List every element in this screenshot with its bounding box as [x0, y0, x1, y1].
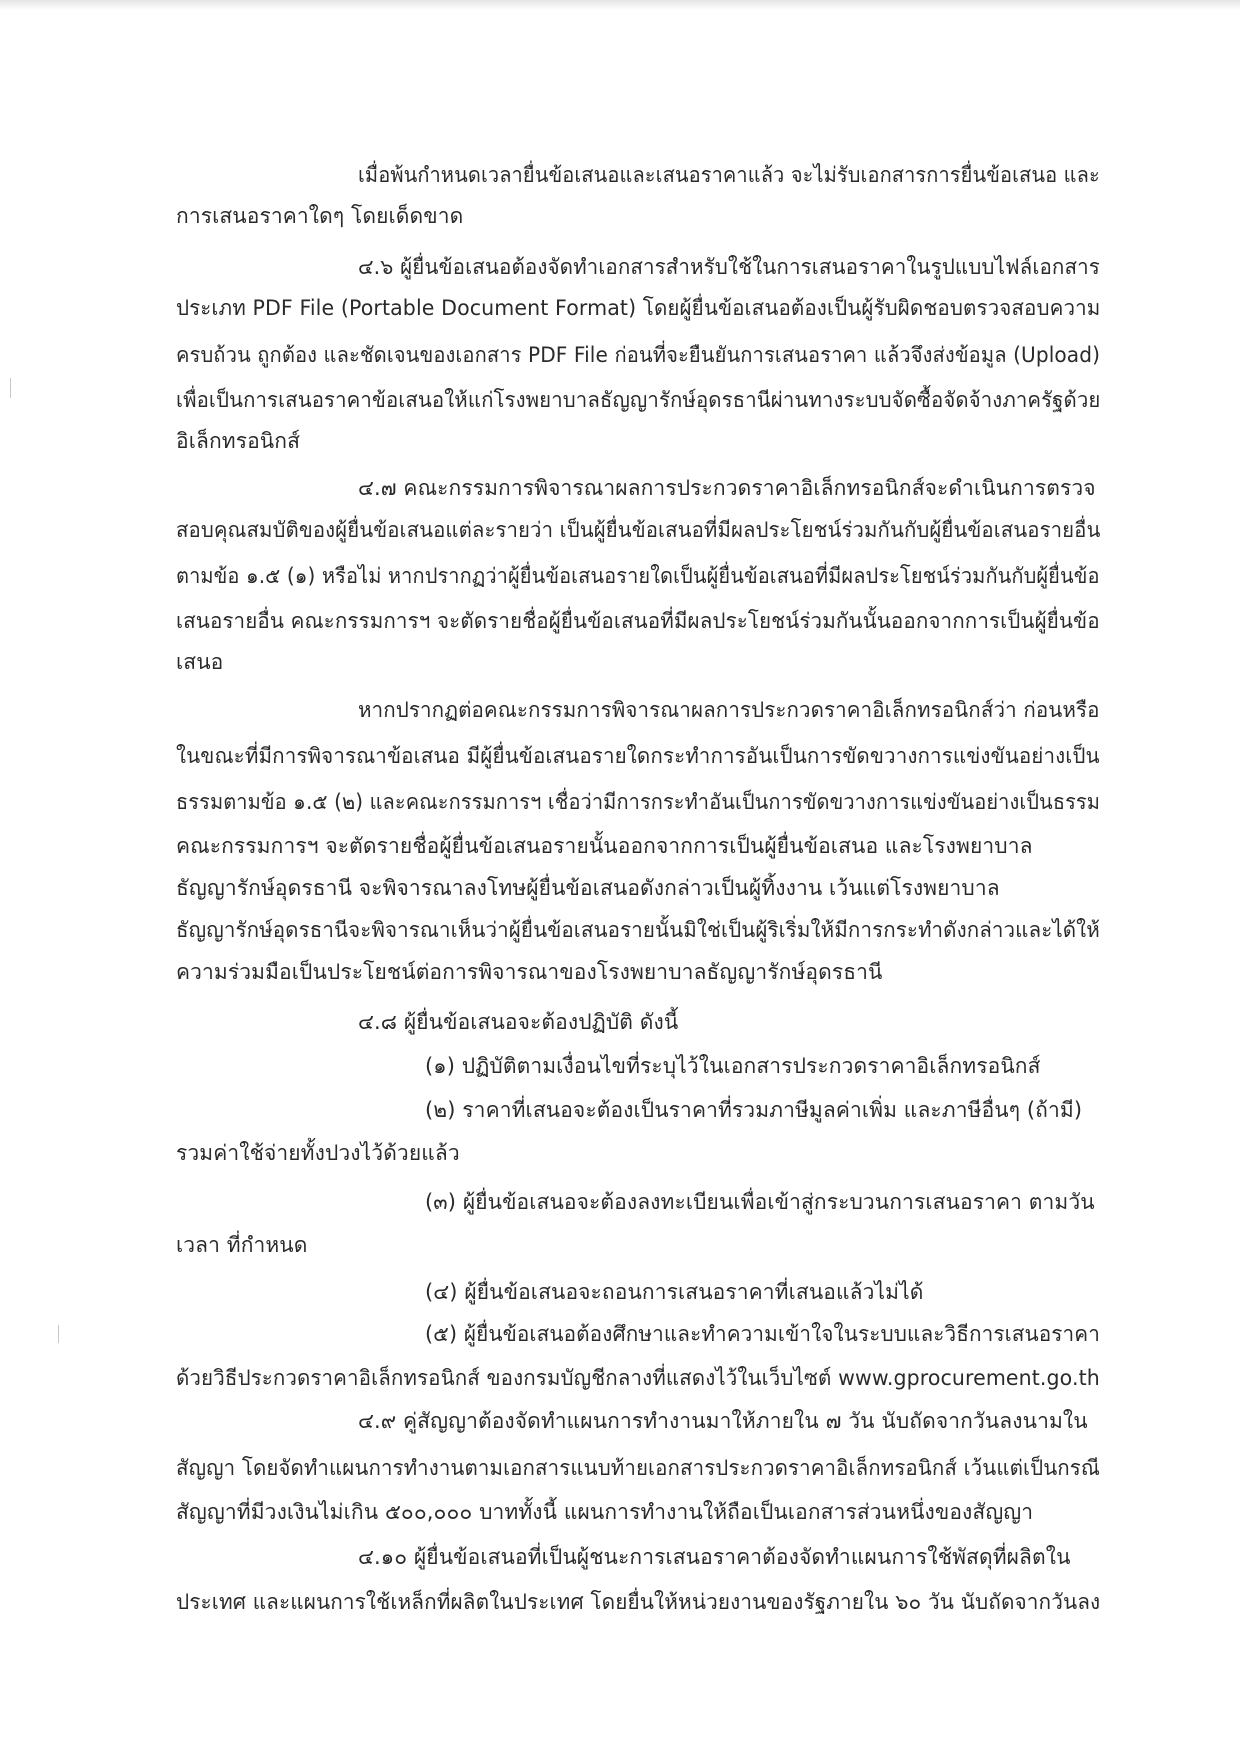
text-line: เพื่อเป็นการเสนอราคาข้อเสนอให้แก่โรงพยาบาลธัญญารักษ์อุดรธานีผ่านทางระบบจัดซื้อจัดจ้างภาครัฐด้วย [176, 388, 1101, 412]
text-line: การเสนอราคาใดๆ โดยเด็ดขาด [176, 204, 464, 228]
text-line: ความร่วมมือเป็นประโยชน์ต่อการพิจารณาของโรงพยาบาลธัญญารักษ์อุดรธานี [176, 960, 883, 984]
text-line: ธรรมตามข้อ ๑.๕ (๒) และคณะกรรมการฯ เชื่อว่ามีการกระทำอันเป็นการขัดขวางการแข่งขันอย่างเป็นธรรม [176, 790, 1101, 814]
text-line: เวลา ที่กำหนด [176, 1233, 308, 1257]
text-line: ในขณะที่มีการพิจารณาข้อเสนอ มีผู้ยื่นข้อเสนอรายใดกระทำการอันเป็นการขัดขวางการแข่งขันอย่างเป็น [176, 744, 1100, 768]
text-line: ตามข้อ ๑.๕ (๑) หรือไม่ หากปรากฏว่าผู้ยื่นข้อเสนอรายใดเป็นผู้ยื่นข้อเสนอที่มีผลประโยชน์ร่วมกันกับผู้ยื่นข้อ [176, 564, 1100, 588]
text-line: ครบถ้วน ถูกต้อง และชัดเจนของเอกสาร PDF File ก่อนที่จะยืนยันการเสนอราคา แล้วจึงส่งข้อมูล (Upload) [176, 343, 1101, 367]
text-line: ธัญญารักษ์อุดรธานีจะพิจารณาเห็นว่าผู้ยื่นข้อเสนอรายนั้นมิใช่เป็นผู้ริเริ่มให้มีการกระทำดังกล่าวและได้ให้ [176, 918, 1100, 942]
text-line: เสนอ [176, 650, 224, 674]
text-line: ๔.๗ คณะกรรมการพิจารณาผลการประกวดราคาอิเล็กทรอนิกส์จะดำเนินการตรวจ [358, 476, 1096, 500]
text-line: ๔.๑๐ ผู้ยื่นข้อเสนอที่เป็นผู้ชนะการเสนอราคาต้องจัดทำแผนการใช้พัสดุที่ผลิตใน [358, 1545, 1071, 1569]
text-line: คณะกรรมการฯ จะตัดรายชื่อผู้ยื่นข้อเสนอรายนั้นออกจากการเป็นผู้ยื่นข้อเสนอ และโรงพยาบาล [176, 834, 1033, 858]
text-line: หากปรากฏต่อคณะกรรมการพิจารณาผลการประกวดราคาอิเล็กทรอนิกส์ว่า ก่อนหรือ [358, 698, 1100, 722]
text-line: (๑) ปฏิบัติตามเงื่อนไขที่ระบุไว้ในเอกสารประกวดราคาอิเล็กทรอนิกส์ [425, 1054, 1041, 1078]
text-line: (๕) ผู้ยื่นข้อเสนอต้องศึกษาและทำความเข้าใจในระบบและวิธีการเสนอราคา [425, 1322, 1100, 1346]
text-line: (๓) ผู้ยื่นข้อเสนอจะต้องลงทะเบียนเพื่อเข้าสู่กระบวนการเสนอราคา ตามวัน [425, 1190, 1095, 1214]
text-line: ประเภท PDF File (Portable Document Format) โดยผู้ยื่นข้อเสนอต้องเป็นผู้รับผิดชอบตรวจสอบความ [176, 296, 1101, 320]
text-line: สัญญาที่มีวงเงินไม่เกิน ๕๐๐,๐๐๐ บาททั้งนี้ แผนการทำงานให้ถือเป็นเอกสารส่วนหนึ่งของสัญญา [176, 1500, 1034, 1524]
text-line: ธัญญารักษ์อุดรธานี จะพิจารณาลงโทษผู้ยื่นข้อเสนอดังกล่าวเป็นผู้ทิ้งงาน เว้นแต่โรงพยาบาล [176, 876, 1000, 900]
text-line: (๔) ผู้ยื่นข้อเสนอจะถอนการเสนอราคาที่เสนอแล้วไม่ได้ [425, 1280, 924, 1304]
text-line: (๒) ราคาที่เสนอจะต้องเป็นราคาที่รวมภาษีมูลค่าเพิ่ม และภาษีอื่นๆ (ถ้ามี) [425, 1098, 1083, 1122]
text-line: ๔.๘ ผู้ยื่นข้อเสนอจะต้องปฏิบัติ ดังนี้ [358, 1010, 679, 1034]
text-line: สอบคุณสมบัติของผู้ยื่นข้อเสนอแต่ละรายว่า เป็นผู้ยื่นข้อเสนอที่มีผลประโยชน์ร่วมกันกับผู้ยื่นข้อเสนอรายอื่น [176, 518, 1101, 542]
text-line: ด้วยวิธีประกวดราคาอิเล็กทรอนิกส์ ของกรมบัญชีกลางที่แสดงไว้ในเว็บไซต์ www.gprocurement.go.th [176, 1366, 1100, 1390]
text-line: ๔.๙ คู่สัญญาต้องจัดทำแผนการทำงานมาให้ภายใน ๗ วัน นับถัดจากวันลงนามใน [358, 1409, 1088, 1433]
text-line: อิเล็กทรอนิกส์ [176, 429, 300, 453]
text-line: สัญญา โดยจัดทำแผนการทำงานตามเอกสารแนบท้ายเอกสารประกวดราคาอิเล็กทรอนิกส์ เว้นแต่เป็นกรณี [176, 1456, 1100, 1480]
text-line: เสนอรายอื่น คณะกรรมการฯ จะตัดรายชื่อผู้ยื่นข้อเสนอที่มีผลประโยชน์ร่วมกันนั้นออกจากการเป็นผู้ยื่นข้อ [176, 609, 1100, 633]
text-line: ประเทศ และแผนการใช้เหล็กที่ผลิตในประเทศ โดยยื่นให้หน่วยงานของรัฐภายใน ๖๐ วัน นับถัดจากวันลง [176, 1590, 1101, 1614]
text-line: เมื่อพ้นกำหนดเวลายื่นข้อเสนอและเสนอราคาแล้ว จะไม่รับเอกสารการยื่นข้อเสนอ และ [358, 163, 1100, 187]
text-line: ๔.๖ ผู้ยื่นข้อเสนอต้องจัดทำเอกสารสำหรับใช้ในการเสนอราคาในรูปแบบไฟล์เอกสาร [358, 255, 1100, 279]
text-line: รวมค่าใช้จ่ายทั้งปวงไว้ด้วยแล้ว [176, 1141, 460, 1165]
